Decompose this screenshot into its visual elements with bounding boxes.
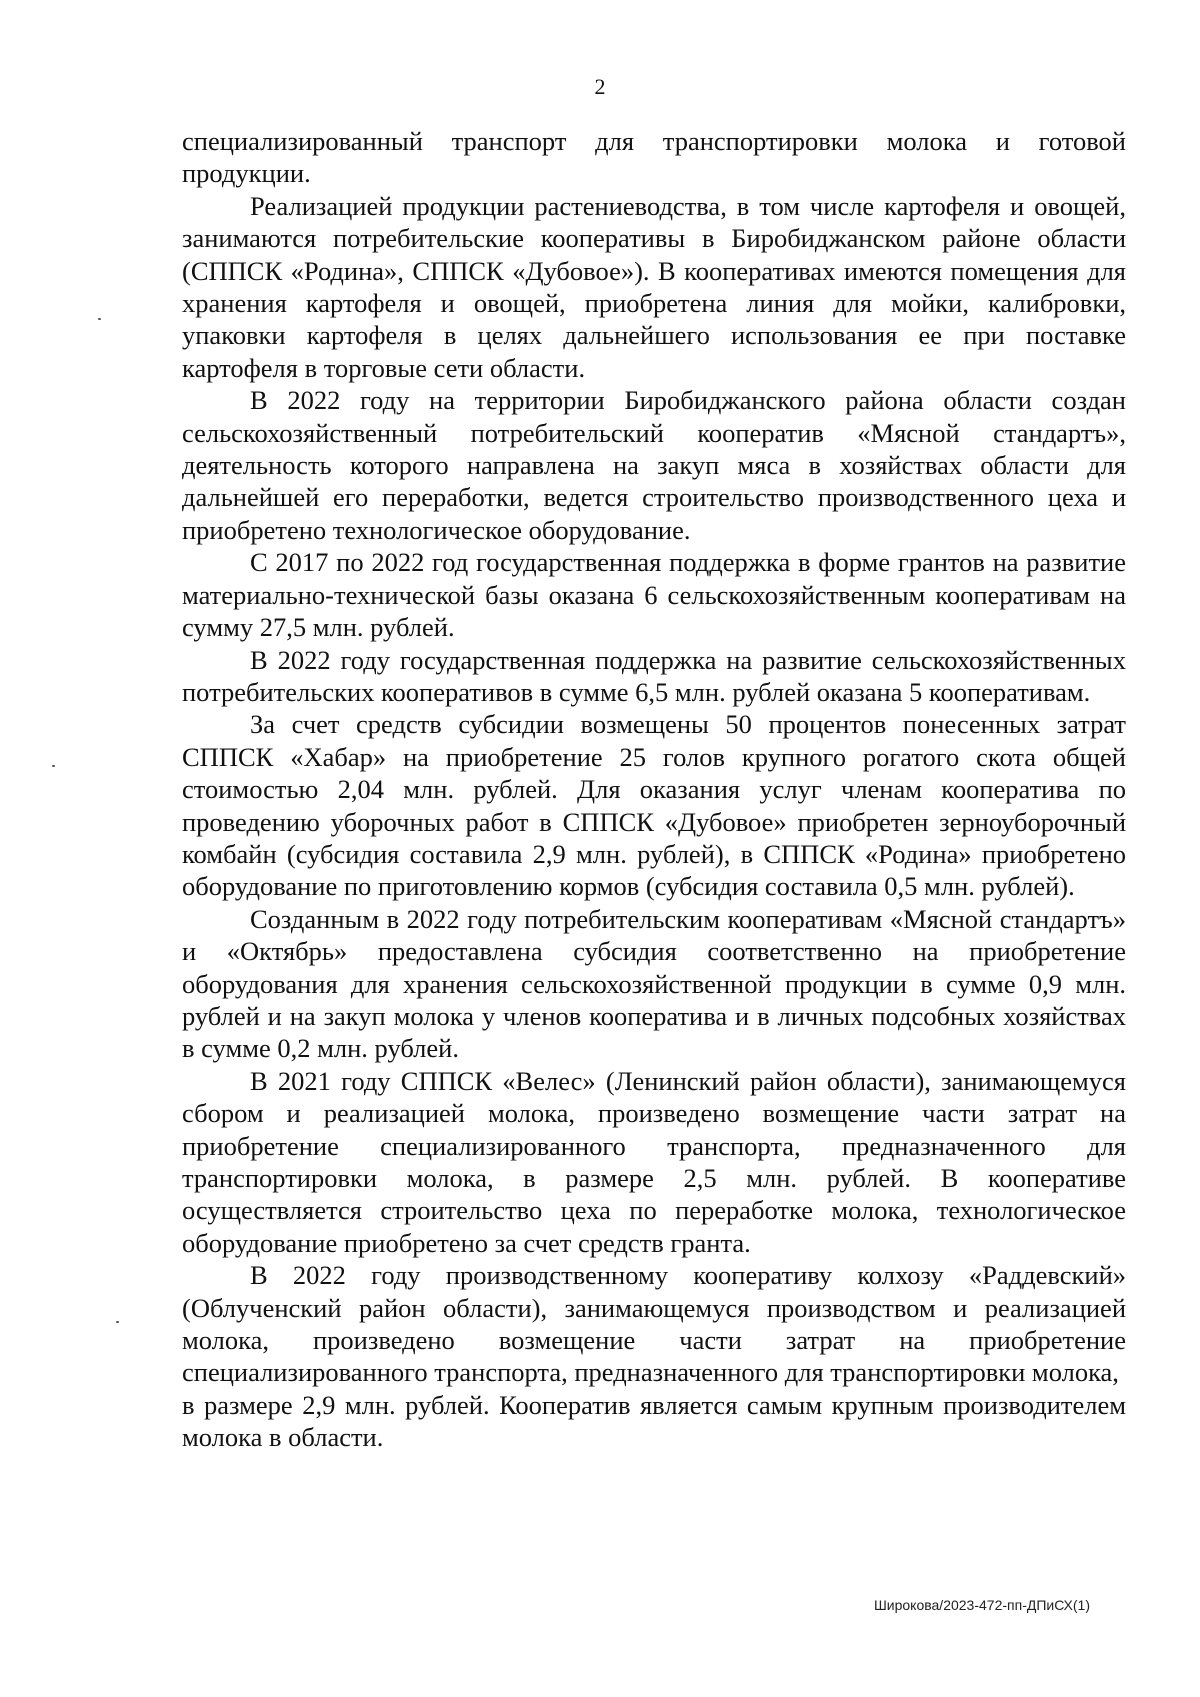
document-body <box>182 125 1126 1454</box>
paragraph-veles-2021: В 2021 году СППСК «Велес» (Ленинский район области), занимающемуся сбором и реализацией молока, произведено возмещение части затрат на приобретение специализированного транспорта, предназначенного для транспортировки молока, в размере 2,5 млн. рублей. В кооперативе осуществляется строительство цеха по переработке молока, технологическое оборудование приобретено за счет средств гранта. <box>182 1065 1126 1258</box>
paragraph-raddevsky-continuation: в размере 2,9 млн. рублей. Кооператив является самым крупным производителем молока в области. <box>182 1389 1126 1453</box>
paragraph-subsidy-compensation: За счет средств субсидии возмещены 50 процентов понесенных затрат СППСК «Хабар» на приобретение 25 голов крупного рогатого скота общей стоимостью 2,04 млн. рублей. Для оказания услуг членам кооператива по проведению уборочных работ в СППСК «Дубовое» приобретен зерноуборочный комбайн (субсидия составила 2,9 млн. рублей), в СППСК «Родина» приобретено оборудование по приготовлению кормов (субсидия составила 0,5 млн. рублей). <box>182 709 1126 902</box>
paragraph-crop-production-cooperatives: Реализацией продукции растениеводства, в том числе картофеля и овощей, занимаются потребительские кооперативы в Биробиджанском районе области (СППСК «Родина», СППСК «Дубовое»). В кооперативах имеются помещения для хранения картофеля и овощей, приобретена линия для мойки, калибровки, упаковки картофеля в целях дальнейшего использования ее при поставке картофеля в торговые сети области. <box>182 190 1126 383</box>
paragraph-1-continuation: специализированный транспорт для транспортировки молока и готовой продукции. <box>182 126 1126 189</box>
scan-speck <box>52 765 55 767</box>
paragraph-meat-standard-cooperative: В 2022 году на территории Биробиджанского района области создан сельскохозяйственный потребительский кооператив «Мясной стандартъ», деятельность которого направлена на закуп мяса в хозяйствах области для дальнейшей его переработки, ведется строительство производственного цеха и приобретено технологическое оборудование. <box>182 385 1126 545</box>
paragraph-support-2022: В 2022 году государственная поддержка на развитие сельскохозяйственных потребительских кооперативов в сумме 6,5 млн. рублей оказана 5 кооперативам. <box>182 644 1126 707</box>
paragraph-new-cooperatives-2022: Созданным в 2022 году потребительским кооперативам «Мясной стандартъ» и «Октябрь» предоставлена субсидия соответственно на приобретение оборудования для хранения сельскохозяйственной продукции в сумме 0,9 млн. рублей и на закуп молока у членов кооператива и в личных подсобных хозяйствах в сумме 0,2 млн. рублей. <box>182 903 1126 1064</box>
document-footer-code: Широкова/2023-472-пп-ДПиСХ(1) <box>873 1597 1090 1613</box>
paragraph-grants-2017-2022: С 2017 по 2022 год государственная поддержка в форме грантов на развитие материально-технической базы оказана 6 сельскохозяйственным кооперативам на сумму 27,5 млн. рублей. <box>182 547 1126 643</box>
scan-speck <box>116 1321 119 1323</box>
page-number: 2 <box>594 74 606 99</box>
paragraph-raddevsky-2022: В 2022 году производственному кооперативу колхозу «Раддевский» (Облученский район области), занимающемуся производством и реализацией молока, произведено возмещение части затрат на приобретение специализированного транспорта, предназначенного для транспортировки молока, <box>182 1260 1126 1388</box>
scan-speck <box>98 318 101 320</box>
